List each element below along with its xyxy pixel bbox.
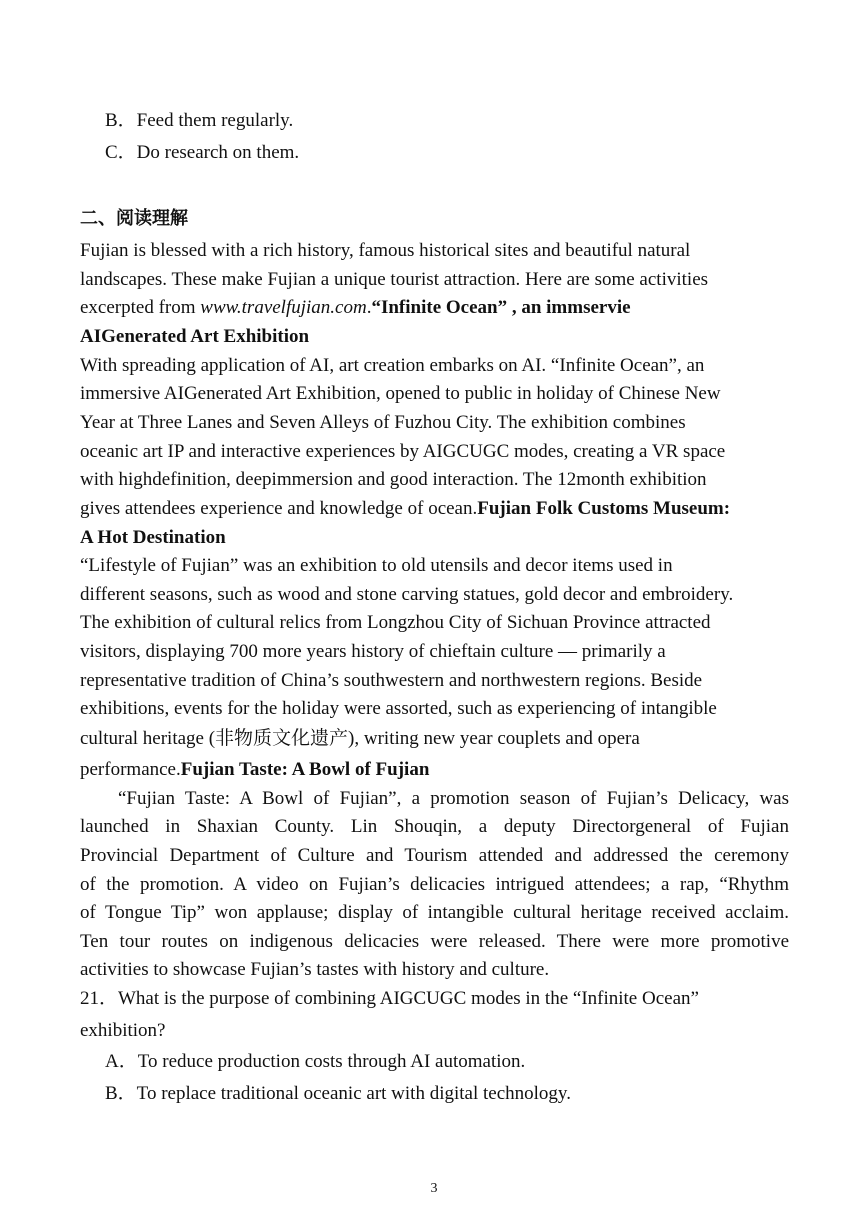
intro-line-2: landscapes. These make Fujian a unique tourist attraction. Here are some activities <box>80 269 709 290</box>
p1-line-4: oceanic art IP and interactive experiences by AIGCUGC modes, creating a VR space <box>80 441 726 462</box>
section-title: 二、阅读理解 <box>80 208 188 229</box>
heading-hot-destination: A Hot Destination <box>80 527 226 548</box>
p3-line-3: Provincial Department of Culture and Tourism attended and addressed the ceremony <box>80 845 789 866</box>
p1-line-5: with highdefinition, deepimmersion and good interaction. The 12month exhibition <box>80 469 707 490</box>
p2-line-8 <box>80 758 429 782</box>
heading-folk-museum-cont <box>80 526 226 550</box>
p2-last-text: performance. <box>80 759 181 780</box>
p1-line-2: immersive AIGenerated Art Exhibition, opened to public in holiday of Chinese New <box>80 383 721 404</box>
p1-line-1: With spreading application of AI, art creation embarks on AI. “Infinite Ocean”, an <box>80 355 705 376</box>
p3-line-5: of Tongue Tip” won applause; display of intangible cultural heritage received acclaim. <box>80 902 789 923</box>
p1-line-6 <box>80 497 730 521</box>
p2-line-1: “Lifestyle of Fujian” was an exhibition to old utensils and decor items used in <box>80 555 673 576</box>
p1-last-text: gives attendees experience and knowledge of ocean. <box>80 498 478 519</box>
p2-line-6: exhibitions, events for the holiday were assorted, such as experiencing of intangible <box>80 698 717 719</box>
p3-line-6: Ten tour routes on indigenous delicacies were released. There were more promotive <box>80 931 789 952</box>
p2-line-4: visitors, displaying 700 more years history of chieftain culture — primarily a <box>80 641 666 662</box>
question-21-option-b[interactable]: B．To replace traditional oceanic art with digital technology. <box>105 1083 571 1104</box>
question-21-option-a[interactable]: A．To reduce production costs through AI automation. <box>105 1051 526 1072</box>
intro-period: . <box>366 297 372 318</box>
intro-line-3 <box>80 296 631 320</box>
p2-line-7: cultural heritage (非物质文化遗产), writing new year couplets and opera <box>80 728 640 749</box>
intro-line-1: Fujian is blessed with a rich history, famous historical sites and beautiful natural <box>80 240 691 261</box>
heading-infinite-ocean: “Infinite Ocean” , an immservie <box>371 297 631 318</box>
p1-line-3: Year at Three Lanes and Seven Alleys of Fuzhou City. The exhibition combines <box>80 412 686 433</box>
heading-folk-museum: Fujian Folk Customs Museum: <box>477 498 731 519</box>
p2-line-5: representative tradition of China’s southwestern and northwestern regions. Beside <box>80 670 703 691</box>
p3-line-2: launched in Shaxian County. Lin Shouqin, a deputy Directorgeneral of Fujian <box>80 816 789 837</box>
question-21-stem-2: exhibition? <box>80 1020 166 1041</box>
page-number: 3 <box>430 1181 438 1196</box>
prev-option-c: C．Do research on them. <box>105 142 300 163</box>
heading-ai-exhibition: AIGenerated Art Exhibition <box>80 326 310 347</box>
heading-fujian-taste: Fujian Taste: A Bowl of Fujian <box>180 759 430 780</box>
p3-line-1: “Fujian Taste: A Bowl of Fujian”, a promotion season of Fujian’s Delicacy, was <box>118 788 789 809</box>
heading-infinite-ocean-cont <box>80 325 309 349</box>
p2-line-3: The exhibition of cultural relics from Longzhou City of Sichuan Province attracted <box>80 612 711 633</box>
question-21-stem-1: 21．What is the purpose of combining AIGCUGC modes in the “Infinite Ocean” <box>80 988 699 1009</box>
intro-text: excerpted from <box>80 297 201 318</box>
p2-line-2: different seasons, such as wood and stone carving statues, gold decor and embroidery. <box>80 584 734 605</box>
p3-line-4: of the promotion. A video on Fujian’s delicacies intrigued attendees; a rap, “Rhythm <box>80 874 789 895</box>
website-link[interactable]: www.travelfujian.com <box>200 297 367 318</box>
prev-option-b: B．Feed them regularly. <box>105 110 294 131</box>
p3-line-7: activities to showcase Fujian’s tastes with history and culture. <box>80 959 550 980</box>
